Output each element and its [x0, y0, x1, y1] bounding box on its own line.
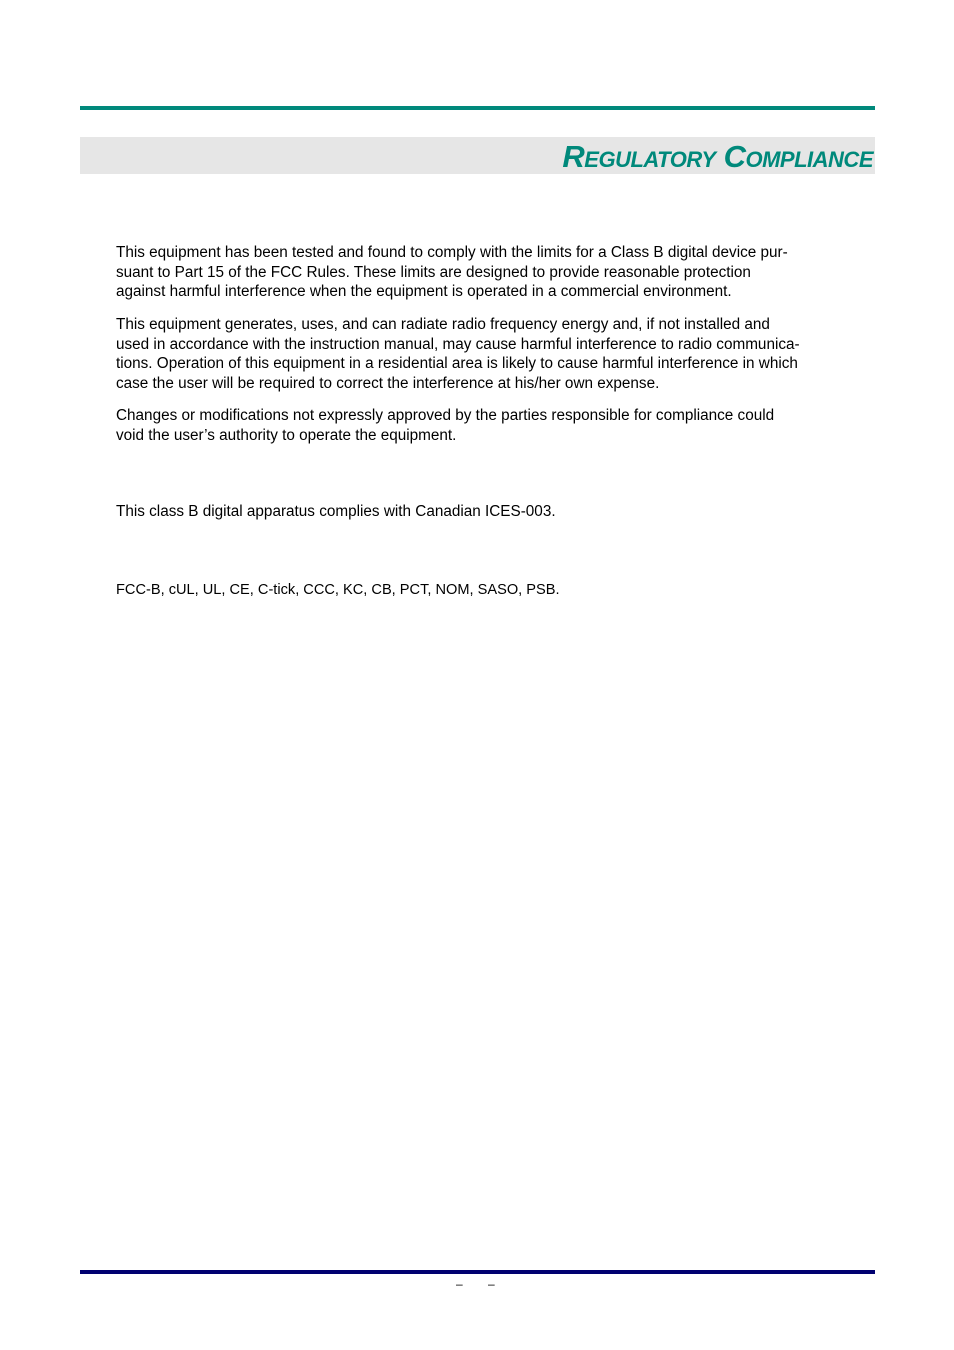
text-line: against harmful interference when the equipment is operated in a commercial environment.	[116, 283, 732, 301]
text-line: This class B digital apparatus complies with Canadian ICES-003.	[116, 503, 556, 520]
title-band	[80, 137, 875, 174]
fcc-paragraph-1	[116, 243, 788, 302]
footer-rule	[80, 1270, 875, 1274]
page-title: Regulatory Compliance	[562, 139, 873, 174]
text-line: This equipment has been tested and found to comply with the limits for a Class B digital device pur-	[116, 244, 788, 261]
fcc-paragraph-2	[116, 315, 800, 393]
certifications-paragraph	[116, 581, 560, 601]
text-line: case the user will be required to correct the interference at his/her own expense.	[116, 374, 660, 392]
fcc-paragraph-3	[116, 406, 774, 445]
header-rule	[80, 106, 875, 110]
text-line: void the user’s authority to operate the equipment.	[116, 426, 457, 444]
text-line: tions. Operation of this equipment in a residential area is likely to cause harmful interference in which	[116, 355, 798, 373]
canada-paragraph	[116, 502, 556, 522]
page-footer	[0, 1276, 954, 1296]
text-line: Changes or modifications not expressly approved by the parties responsible for compliance could	[116, 407, 775, 424]
footer-mark-left: –	[456, 1277, 463, 1291]
footer-mark-right: –	[488, 1277, 495, 1291]
text-line: suant to Part 15 of the FCC Rules. These limits are designed to provide reasonable protection	[116, 263, 751, 281]
text-line: FCC-B, cUL, UL, CE, C-tick, CCC, KC, CB, PCT, NOM, SASO, PSB.	[116, 582, 560, 598]
text-line: This equipment generates, uses, and can radiate radio frequency energy and, if not installed and	[116, 316, 770, 333]
text-line: used in accordance with the instruction manual, may cause harmful interference to radio communica-	[116, 335, 800, 353]
